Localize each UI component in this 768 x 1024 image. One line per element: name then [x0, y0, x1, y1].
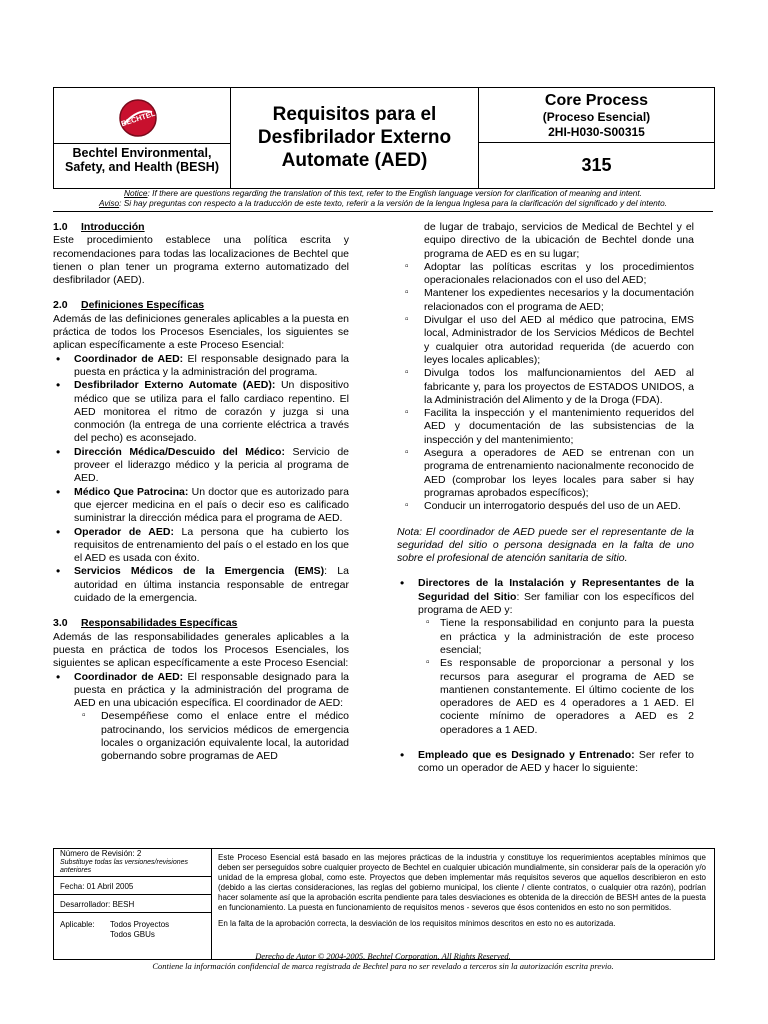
translation-notice — [53, 188, 713, 208]
section-body: Además de las definiciones generales aplicables a la puesta en práctica de todos los Procesos Esenciales, los siguientes se aplican específicamente a este Proceso Esencial: — [53, 312, 349, 352]
title-cell — [231, 88, 479, 188]
sub-list-item: ▫ Tiene la responsabilidad en conjunto para la puesta en práctica y la administración de este proceso esencial; — [418, 617, 694, 657]
sub-list-item: ▫ Divulgar el uso del AED al médico que patrocina, EMS local, Administrador de los Servicios Médicos de Bechtel y cualquier otra autoridad requerida (de acuerdo con leyes locales aplicables); — [397, 314, 694, 367]
section-heading: 2.0 Definiciones Específicas — [53, 299, 205, 312]
note-text: Nota: El coordinador de AED puede ser el representante de la seguridad del sitio o persona designada en la falta de uno sobre el profesional de atención sanitaria de sitio. — [397, 525, 694, 565]
confidential-line: Contiene la información confidencial de marca registrada de Bechtel para no ser revelado a terceros sin la autorización escrita previo. — [152, 961, 614, 971]
process-number: 315 — [581, 155, 612, 175]
fecha-row: Fecha: 01 Abril 2005 — [54, 878, 211, 895]
responsibility-list — [53, 671, 349, 764]
aplicable-row — [54, 915, 211, 951]
section-heading: 3.0 Responsabilidades Específicas — [53, 617, 238, 630]
sub-list-item: ▫ Es responsable de proporcionar a personal y los recursos para asegurar el programa de AED se mantienen constantemente. El último cociente de los operadores de AED es 4 operadores a 1 AED. El cociente mínimo de operadores a AED es 2 operadores a 1 AED. — [418, 657, 694, 737]
aplicable-value-2: Todos GBUs — [110, 930, 155, 939]
process-cell — [479, 88, 714, 188]
core-process-box — [479, 88, 714, 143]
section-heading: 1.0 Introducción — [53, 221, 145, 233]
list-item: • Servicios Médicos de la Emergencia (EMS): La autoridad en última instancia responsable de entregar cuidado de la emergencia. — [53, 565, 349, 605]
copyright-line: Derecho de Autor © 2004-2005. Bechtel Corporation. All Rights Reserved. — [255, 951, 511, 961]
sub-list-item: ▫ Desempéñese como el enlace entre el médico patrocinando, los servicios médicos de emergencia locales o organización equivalente local, la autoridad gobernando sobre programas de AED — [74, 710, 349, 763]
proceso-esencial-label: (Proceso Esencial) — [542, 110, 651, 124]
list-item: • Empleado que es Designado y Entrenado: Ser refer to como un operador de AED y hacer lo siguiente: — [397, 749, 694, 776]
policy-text: Este Proceso Esencial está basado en las mejores prácticas de la industria y constituye los requerimientos aceptables mínimos que deben ser perseguidos sobre cualquier proyecto de Bechtel en cualquier ubicación mundialmente, sin considerar país de la operación y/o unidad de la empresa global, como este. Proyectos que deben implementar más requisitos severos que aquellos describieron en esto (debido a las ciertas consideraciones, las reglas del gobierno municipal, los cliente / cliente contratos, o cualquier otra razón), podrían hacer solamente así que la aprobación escrita pendiente para tales desviaciones es obtenida de la dirección de BESH antes de la puesta en funcionamiento. La puesta en funcionamiento de requisitos menos - severos que ésos contenidos en esto no son permitidos. — [218, 853, 706, 912]
org-name: Bechtel Environmental, Safety, and Health (BESH) — [54, 143, 230, 174]
aplicable-label: Aplicable: — [60, 920, 95, 929]
policy-text-2: En la falta de la aprobación correcta, la desviación de los requisitos mínimos descritos en esto no es autorizada. — [218, 919, 616, 928]
sub-list — [74, 710, 349, 763]
left-column — [53, 221, 349, 764]
section-body: Este procedimiento establece una política escrita y recomendaciones para todas las localizaciones de Bechtel que tienen o plan tener un programa externo automatizado del desfibrilador (AED). — [53, 234, 349, 287]
sub-list-item: ▫ Adoptar las políticas escritas y los procedimientos operacionales relacionados con el uso del AED; — [397, 261, 694, 288]
list-item: • Desfibrilador Externo Automate (AED): Un dispositivo médico que se utiliza para el fallo cardiaco repentino. El AED monitorea el ritmo de corazón y juzga si una conmoción (la entrega de una corriente eléctrica a través del pecho) es aconsejado. — [53, 379, 349, 445]
logo-text: BECHTEL — [119, 108, 157, 129]
document-id: 2HI-H030-S00315 — [548, 125, 645, 139]
section-body: Además de las responsabilidades generales aplicables a la puesta en práctica de todos los Procesos Esenciales, los siguientes se aplican específicamente a este Proceso Esencial: — [53, 630, 349, 670]
list-item: • Médico Que Patrocina: Un doctor que es autorizado para que ejercer medicina en el país o decir eso es calificado suministrar la dirección médica para el programa de AED. — [53, 486, 349, 526]
right-column — [397, 221, 694, 776]
aviso-text: : Si hay preguntas con respecto a la traducción de este texto, referir a la versión de la lengua Inglesa para la clarificación del significado y del intento. — [119, 198, 668, 208]
footer-meta — [54, 849, 212, 959]
footer-policy — [212, 849, 712, 933]
core-process-label: Core Process — [544, 92, 649, 109]
sub-list-item: ▫ Asegura a operadores de AED se entrenan con un programa de entrenamiento nacionalmente reconocido de AED (comprobar los leyes locales para saber si hay programas aprobados específicos); — [397, 447, 694, 500]
continued-text: de lugar de trabajo, servicios de Medical de Bechtel y el equipo directivo de la ubicación de Bechtel donde una programa de AED es en su lugar; — [424, 221, 694, 260]
definition-list — [53, 353, 349, 606]
revision-note: Substituye todas las versiones/revisiones anteriores — [60, 859, 189, 874]
list-item: • Directores de la Instalación y Representantes de la Seguridad del Sitio: Ser familiar con los específicos del programa de AED y: ▫ Tiene la responsabilidad en conjunto para la puesta en práctica y la administración de este proceso esencial; ▫ Es responsable de proporcionar a personal y los recursos para asegurar el programa de AED se mantienen constantemente. El último cociente de los operadores de AED es 4 operadores a 1 AED. El cociente mínimo de operadores a AED es 2 operadores a 1 AED. — [397, 577, 694, 737]
footer-box — [53, 848, 715, 960]
revision-number: Número de Revisión: 2 — [60, 849, 142, 858]
sub-list-item: ▫ Conducir un interrogatorio después del uso de un AED. — [397, 500, 694, 513]
list-item: • Coordinador de AED: El responsable designado para la puesta en práctica y la administración del programa de AED en una ubicación específica. El coordinador de AED: ▫ Desempéñese como el enlace entre el médico patrocinando, los servicios médicos de emergencia locales o organización equivalente local, la autoridad gobernando sobre programas de AED — [53, 671, 349, 764]
sub-list-item: ▫ Mantener los expedientes necesarios y la documentación relacionados con el programa de AED; — [397, 287, 694, 314]
responsibility-list — [397, 749, 694, 776]
sub-list — [397, 261, 694, 514]
list-item: • Coordinador de AED: El responsable designado para la puesta en práctica y la administración del programa. — [53, 353, 349, 380]
sub-list-item: ▫ Divulga todos los malfuncionamientos del AED al fabricante y, para los proyectos de ESTADOS UNIDOS, a la Administración del Alimento y de la Droga (FDA). — [397, 367, 694, 407]
notice-label: Notice — [124, 188, 148, 198]
aplicable-value-1: Todos Proyectos — [110, 920, 170, 929]
aviso-label: Aviso — [98, 198, 120, 208]
sub-list — [418, 617, 694, 737]
revision-row — [54, 849, 211, 877]
desarrollador-row: Desarrollador: BESH — [54, 896, 211, 913]
divider — [53, 211, 713, 212]
sub-list-item: ▫ Facilita la inspección y el mantenimiento requeridos del AED y documentación de las subsistencias de la inspección y del mantenimiento; — [397, 407, 694, 447]
copyright — [53, 951, 713, 971]
list-item: • Dirección Médica/Descuido del Médico: Servicio de proveer el liderazgo médico y la pericia al programa de AED. — [53, 446, 349, 486]
list-item: • Operador de AED: La persona que ha cubierto los requisitos de entrenamiento del país o el estado en los que el AED es usada con éxito. — [53, 526, 349, 566]
document-title: Requisitos para el Desfibrilador Externo Automate (AED) — [257, 104, 452, 171]
notice-text: : If there are questions regarding the translation of this text, refer to the English language version for clarification of meaning and intent. — [147, 188, 642, 198]
document-header — [53, 87, 715, 189]
org-cell — [54, 88, 231, 188]
responsibility-list — [397, 577, 694, 737]
bechtel-logo — [118, 98, 158, 138]
